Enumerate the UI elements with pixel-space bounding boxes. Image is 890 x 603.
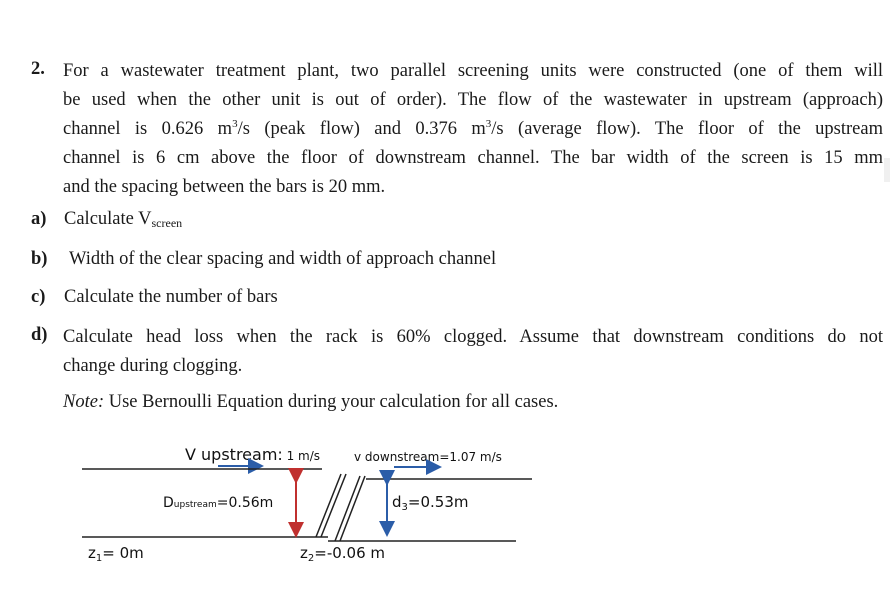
part-c-text: Calculate the number of bars xyxy=(64,287,278,307)
part-a-text: Calculate V xyxy=(64,209,152,229)
z2-label xyxy=(300,544,385,564)
question-line: channel is 6 cm above the floor of downstream channel. The bar width of the screen is 15 mm xyxy=(63,148,883,168)
v-upstream-value: 1 m/s xyxy=(282,449,321,463)
d-upstream-label xyxy=(163,495,273,511)
part-d-line: Calculate head loss when the rack is 60% clogged. Assume that downstream conditions do not xyxy=(63,327,883,347)
screen-bar xyxy=(321,474,346,537)
z1-main: z xyxy=(88,544,96,562)
note-label: Note: xyxy=(63,392,105,412)
d3-value: =0.53m xyxy=(407,493,469,511)
z2-value: =-0.06 m xyxy=(314,544,386,562)
part-a-label: a) xyxy=(31,209,47,229)
question-line: channel is 0.626 $m^3/s$ (peak flow) and 0.376 $m^3/s$ (average flow). The floor of the upstream xyxy=(63,118,883,139)
question-line: For a wastewater treatment plant, two parallel screening units were constructed (one of them will xyxy=(63,61,883,81)
d-upstream-main: D xyxy=(163,495,174,511)
part-b-label: b) xyxy=(31,249,48,269)
z2-sub: 2 xyxy=(307,553,315,564)
d3-label xyxy=(392,493,469,513)
d-upstream-value: =0.56m xyxy=(216,495,274,511)
screen-bar xyxy=(340,476,365,541)
z1-sub: 1 xyxy=(95,553,103,564)
d3-main: d xyxy=(392,493,402,511)
z2-main: z xyxy=(300,544,308,562)
part-d-line: change during clogging. xyxy=(63,356,243,376)
part-c-label: c) xyxy=(31,287,46,307)
screen-bars xyxy=(316,474,365,541)
z1-label xyxy=(88,544,144,564)
part-d-label: d) xyxy=(31,325,48,345)
question-number: 2. xyxy=(31,59,45,79)
question-line: be used when the other unit is out of order). The flow of the wastewater in upstream (approach) xyxy=(63,90,883,110)
screen-bar xyxy=(316,474,341,537)
d-upstream-sub: upstream xyxy=(173,500,217,510)
screen-bar xyxy=(335,476,360,541)
part-b-text: Width of the clear spacing and width of approach channel xyxy=(69,249,497,269)
v-downstream-label: v downstream=1.07 m/s xyxy=(354,450,502,464)
v-upstream-label xyxy=(185,445,320,464)
question-line: and the spacing between the bars is 20 mm. xyxy=(63,177,386,197)
z1-value: = 0m xyxy=(102,544,144,562)
d3-sub: 3 xyxy=(401,502,408,513)
note-text: Use Bernoulli Equation during your calculation for all cases. xyxy=(104,392,559,412)
v-upstream-main: V upstream: xyxy=(185,445,283,464)
part-a-subscript: screen xyxy=(151,216,183,230)
